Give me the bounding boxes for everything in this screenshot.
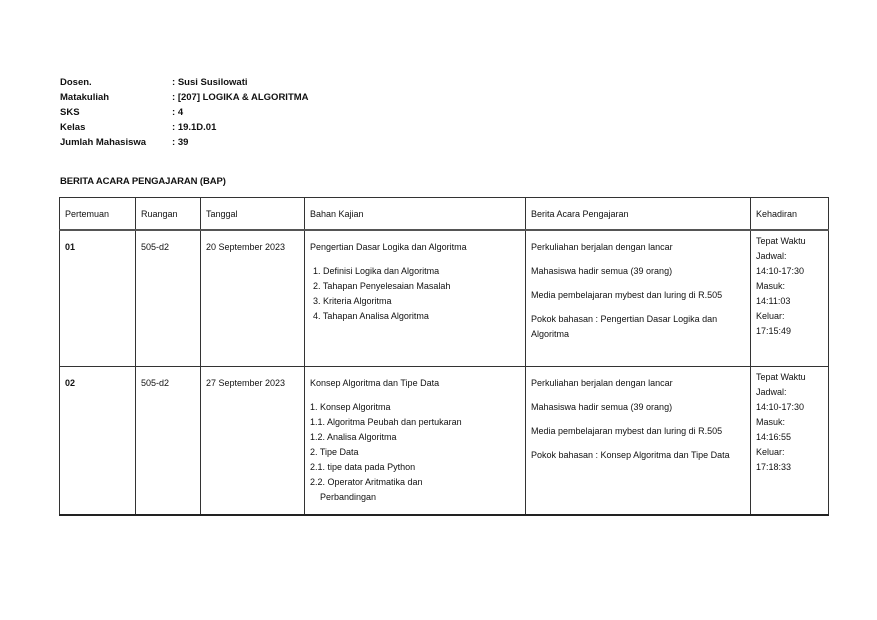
kehadiran-line: 17:18:33	[756, 462, 792, 472]
info-row-matakuliah	[60, 90, 309, 105]
cell-tanggal: 27 September 2023	[201, 367, 305, 516]
list-item: 2. Tahapan Penyelesaian Masalah	[313, 281, 451, 291]
berita-line: Perkuliahan berjalan dengan lancar	[531, 242, 673, 252]
list-item: Perbandingan	[320, 492, 377, 502]
berita-line: Pokok bahasan : Konsep Algoritma dan Tipe Data	[531, 450, 730, 460]
kelas-label: Kelas	[60, 122, 86, 133]
kehadiran-line: Masuk:	[756, 281, 786, 291]
header-berita-acara: Berita Acara Pengajaran	[526, 198, 751, 231]
cell-pertemuan: 01	[60, 230, 136, 367]
kehadiran-line: 14:10-17:30	[756, 266, 805, 276]
sks-value: : 4	[172, 105, 183, 120]
kehadiran-line: Jadwal:	[756, 387, 787, 397]
list-item: 2. Tipe Data	[310, 447, 359, 457]
header-pertemuan: Pertemuan	[60, 198, 136, 231]
kehadiran-line: Tepat Waktu	[756, 372, 806, 382]
info-row-kelas	[60, 120, 309, 135]
cell-ruangan: 505-d2	[136, 230, 201, 367]
info-row-dosen	[60, 75, 309, 90]
list-item: 1. Definisi Logika dan Algoritma	[313, 266, 440, 276]
cell-ruangan: 505-d2	[136, 367, 201, 516]
section-title: BERITA ACARA PENGAJARAN (BAP)	[60, 176, 226, 187]
berita-line: Media pembelajaran mybest dan luring di R.505	[531, 290, 723, 300]
list-item: 3. Kriteria Algoritma	[313, 296, 392, 306]
kehadiran-line: Keluar:	[756, 447, 785, 457]
bahan-title: Pengertian Dasar Logika dan Algoritma	[310, 242, 467, 252]
header-kehadiran: Kehadiran	[751, 198, 829, 231]
kehadiran-line: Keluar:	[756, 311, 785, 321]
info-row-jumlah	[60, 135, 309, 150]
bahan-list	[310, 400, 520, 505]
kehadiran-line: 14:10-17:30	[756, 402, 805, 412]
kehadiran-line: Tepat Waktu	[756, 236, 806, 246]
cell-berita-acara	[526, 230, 751, 367]
bahan-title: Konsep Algoritma dan Tipe Data	[310, 378, 440, 388]
header-ruangan: Ruangan	[136, 198, 201, 231]
list-item: 4. Tahapan Analisa Algoritma	[313, 311, 429, 321]
kehadiran-line: 14:11:03	[756, 296, 791, 306]
berita-line: Media pembelajaran mybest dan luring di R.505	[531, 426, 723, 436]
bahan-list	[310, 264, 520, 324]
dosen-label: Dosen.	[60, 77, 92, 88]
bap-table	[59, 197, 829, 516]
berita-line: Pokok bahasan : Pengertian Dasar Logika dan Algoritma	[531, 314, 718, 339]
dosen-value: : Susi Susilowati	[172, 75, 248, 90]
berita-line: Perkuliahan berjalan dengan lancar	[531, 378, 673, 388]
list-item: 2.2. Operator Aritmatika dan	[310, 477, 423, 487]
kelas-value: : 19.1D.01	[172, 120, 216, 135]
header-tanggal: Tanggal	[201, 198, 305, 231]
berita-line: Mahasiswa hadir semua (39 orang)	[531, 266, 673, 276]
list-item: 1.2. Analisa Algoritma	[310, 432, 397, 442]
cell-kehadiran	[751, 230, 829, 367]
course-info	[60, 75, 309, 150]
info-row-sks	[60, 105, 309, 120]
list-item: 1. Konsep Algoritma	[310, 402, 391, 412]
matakuliah-label: Matakuliah	[60, 92, 110, 103]
kehadiran-line: 14:16:55	[756, 432, 792, 442]
header-bahan-kajian: Bahan Kajian	[305, 198, 526, 231]
sks-label: SKS	[60, 107, 80, 118]
jumlah-label: Jumlah Mahasiswa	[60, 137, 147, 148]
cell-kehadiran	[751, 367, 829, 516]
matakuliah-value: : [207] LOGIKA & ALGORITMA	[172, 90, 309, 105]
kehadiran-line: 17:15:49	[756, 326, 792, 336]
cell-pertemuan: 02	[60, 367, 136, 516]
cell-bahan-kajian	[305, 230, 526, 367]
list-item: 1.1. Algoritma Peubah dan pertukaran	[310, 417, 462, 427]
berita-line: Mahasiswa hadir semua (39 orang)	[531, 402, 673, 412]
cell-berita-acara	[526, 367, 751, 516]
list-item: 2.1. tipe data pada Python	[310, 462, 416, 472]
table-header-row	[60, 198, 829, 231]
table-row	[60, 230, 829, 367]
kehadiran-line: Masuk:	[756, 417, 786, 427]
table-row	[60, 367, 829, 516]
cell-bahan-kajian	[305, 367, 526, 516]
jumlah-value: : 39	[172, 135, 188, 150]
cell-tanggal: 20 September 2023	[201, 230, 305, 367]
kehadiran-line: Jadwal:	[756, 251, 787, 261]
